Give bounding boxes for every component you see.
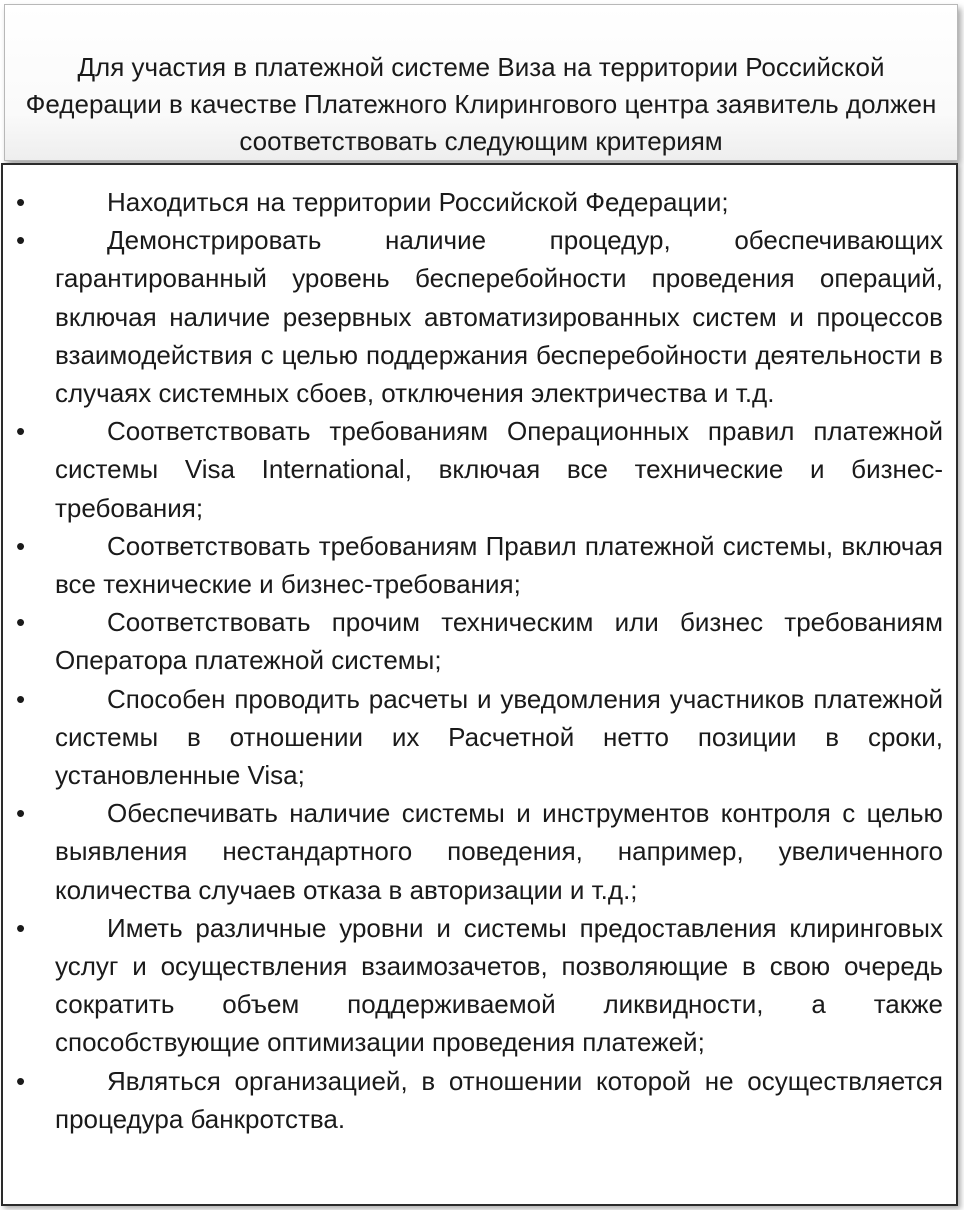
list-item-text: Обеспечивать наличие системы и инструментов контроля с целью выявления нестандартного поведения, например, увеличенного количества случаев отказа в авторизации и т.д.; [55, 798, 943, 905]
list-item [3, 183, 956, 221]
criteria-list [3, 183, 956, 1138]
bullet-icon: • [16, 607, 26, 638]
list-item-text: Соответствовать требованиям Правил платежной системы, включая все технические и бизнес-требования; [55, 530, 943, 600]
list-item-text: Соответствовать требованиям Операционных правил платежной системы Visa International, включая все технические и бизнес-требования; [55, 416, 943, 523]
list-item-text: Иметь различные уровни и системы предоставления клиринговых услуг и осуществления взаимозачетов, позволяющие в свою очередь сократить объем поддерживаемой ликвидности, а также способствующие оптимизации проведения платежей; [55, 912, 943, 1058]
bullet-icon: • [16, 1065, 26, 1096]
bullet-icon: • [16, 798, 26, 829]
list-item-text: Соответствовать прочим техническим или бизнес требованиям Оператора платежной системы; [55, 607, 943, 676]
list-item [3, 909, 956, 1062]
header-box [4, 4, 958, 161]
bullet-icon: • [16, 416, 26, 447]
list-item-text: Демонстрировать наличие процедур, обеспечивающих гарантированный уровень бесперебойности проведения операций, включая наличие резервных автоматизированных систем и процессов взаимодействия с целью поддержания бесперебойности деятельности в случаях системных сбоев, отключения электричества и т.д. [55, 225, 943, 409]
list-item [3, 794, 956, 909]
page-title: Для участия в платежной системе Виза на территории Российской Федерации в качестве Платежного Клирингового центра заявитель должен соответствовать следующим критериям [25, 52, 937, 156]
bullet-icon: • [16, 683, 26, 714]
list-item [3, 680, 956, 795]
list-item [3, 603, 956, 679]
list-item [3, 412, 956, 527]
bullet-icon: • [16, 530, 26, 561]
list-item-text: Являться организацией, в отношении которой не осуществляется процедура банкротства. [55, 1065, 943, 1134]
criteria-box [1, 163, 958, 1206]
bullet-icon: • [16, 912, 26, 943]
list-item-text: Способен проводить расчеты и уведомления участников платежной системы в отношении их Расчетной нетто позиции в сроки, установленные Visa; [55, 683, 943, 791]
bullet-icon: • [16, 187, 26, 217]
bullet-icon: • [16, 225, 26, 256]
list-item [3, 221, 956, 412]
list-item [3, 1062, 956, 1138]
list-item-text: Находиться на территории Российской Федерации; [107, 187, 729, 217]
list-item [3, 527, 956, 603]
